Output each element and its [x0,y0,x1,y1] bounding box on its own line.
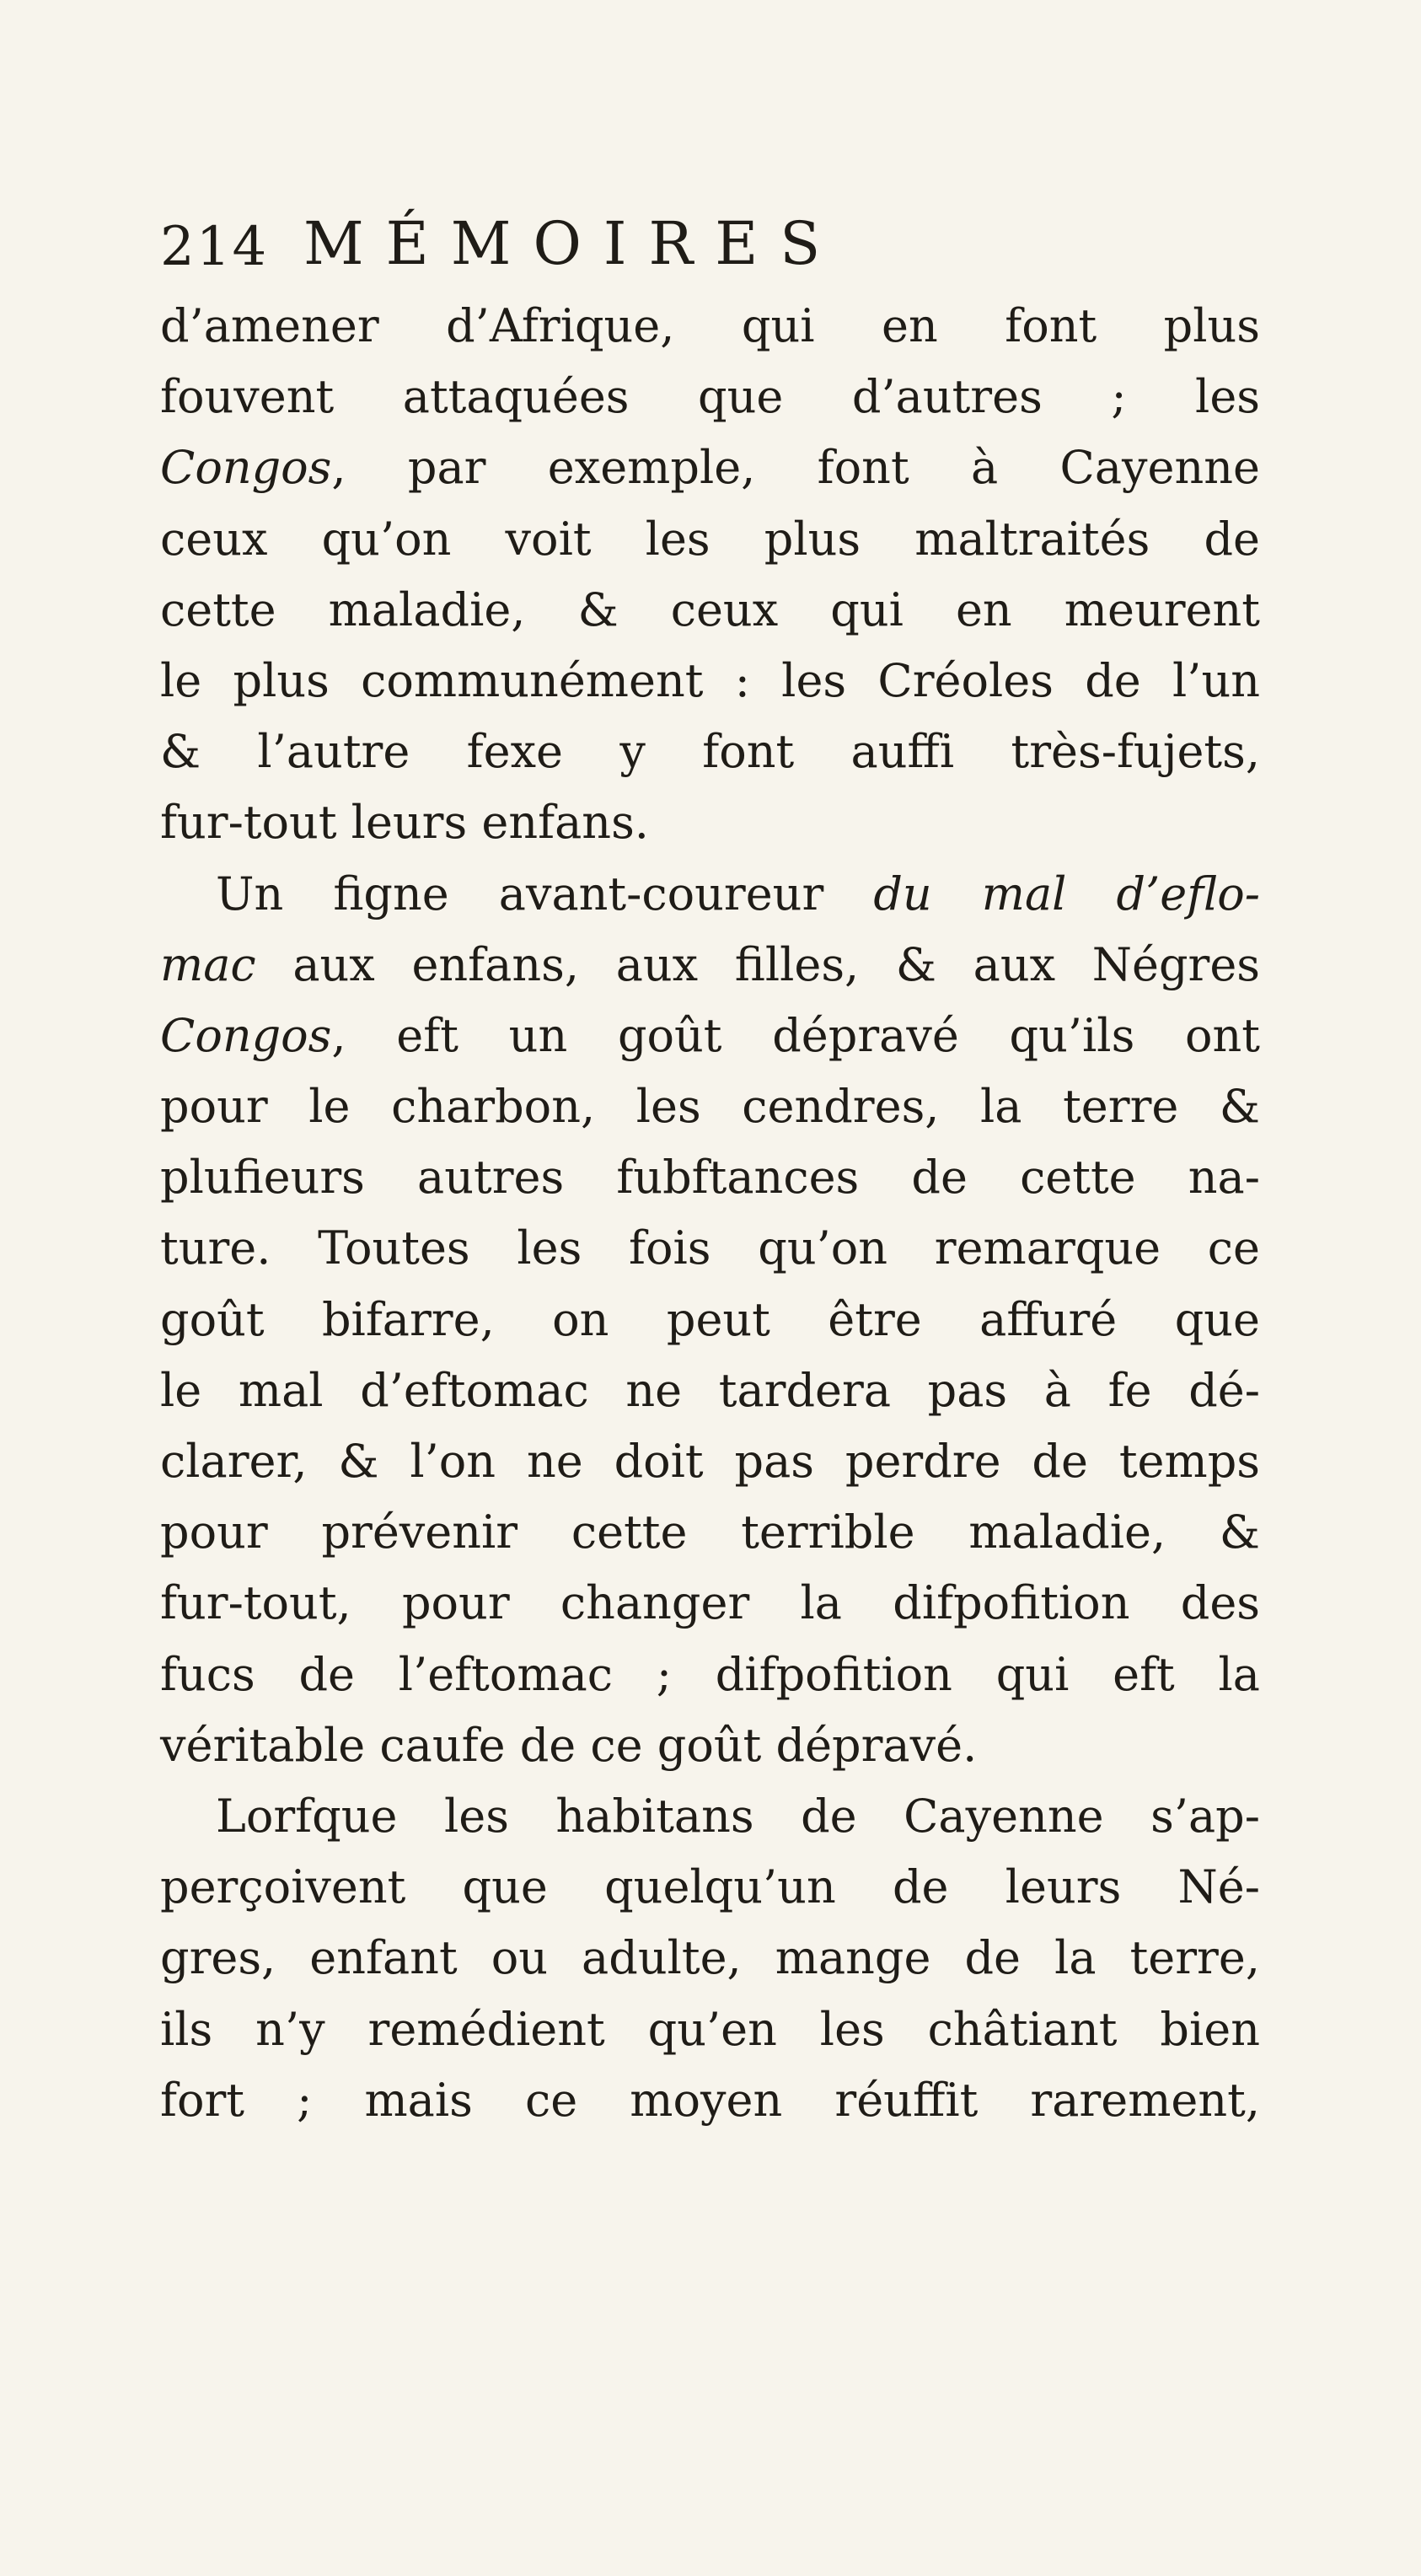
text-line: clarer, & l’on ne doit pas perdre de temps [160,1435,1260,1488]
paragraph-start-line [160,859,1260,930]
text-line: ils n’y remédient qu’en les châtiant bien [160,2002,1260,2056]
text-line: véritable caufe de ce goût dépravé. [160,1718,978,1772]
text-line [160,432,1260,503]
text-line: pour prévenir cette terrible maladie, & [160,1505,1260,1559]
text-line: gres, enfant ou adulte, mange de la terre, [160,1931,1260,1985]
italic-word: Congos [160,441,332,495]
text-run: Un figne avant-coureur [216,867,874,920]
paragraph-start-line: Lorfque les habitans de Cayenne s’ap- [216,1789,1260,1843]
text-line: goût bifarre, on peut être affuré que [160,1292,1260,1346]
text-line: pour le charbon, les cendres, la terre & [160,1080,1260,1134]
text-line: & l’autre fexe y font auffi très-fujets, [160,725,1260,779]
text-line: fouvent attaquées que d’autres ; les [160,370,1260,424]
text-line [160,930,1260,1001]
running-title: MÉMOIRES [303,209,843,278]
text-line: fur-tout, pour changer la difpofition des [160,1576,1260,1630]
text-line: plufieurs autres fubftances de cette na- [160,1151,1260,1205]
text-run: , par exemple, font à Cayenne [331,441,1260,495]
text-line: ture. Toutes les fois qu’on remarque ce [160,1221,1260,1275]
text-line: le mal d’eftomac ne tardera pas à fe dé- [160,1363,1260,1417]
italic-word: mac [160,937,256,991]
text-line [160,1001,1260,1071]
text-run: aux enfans, aux filles, & aux Négres [255,937,1260,991]
italic-phrase: du mal d’eflo- [873,867,1260,920]
text-line: fort ; mais ce moyen réuffit rarement, [160,2073,1260,2127]
text-line: fur-tout leurs enfans. [160,796,649,850]
page-number: 214 [160,216,269,278]
body-text [160,291,1260,2136]
text-line: cette maladie, & ceux qui en meurent [160,582,1260,636]
italic-word: Congos [160,1008,332,1062]
text-line: ceux qu’on voit les plus maltraités de [160,512,1260,566]
text-line: fucs de l’eftomac ; difpofition qui eft la [160,1647,1260,1701]
page-header [160,209,1256,285]
text-line: perçoivent que quelqu’un de leurs Né- [160,1860,1260,1914]
text-line: d’amener d’Afrique, qui en font plus [160,299,1260,352]
text-line: le plus communément : les Créoles de l’un [160,653,1260,707]
text-run: , eft un goût dépravé qu’ils ont [331,1008,1260,1062]
